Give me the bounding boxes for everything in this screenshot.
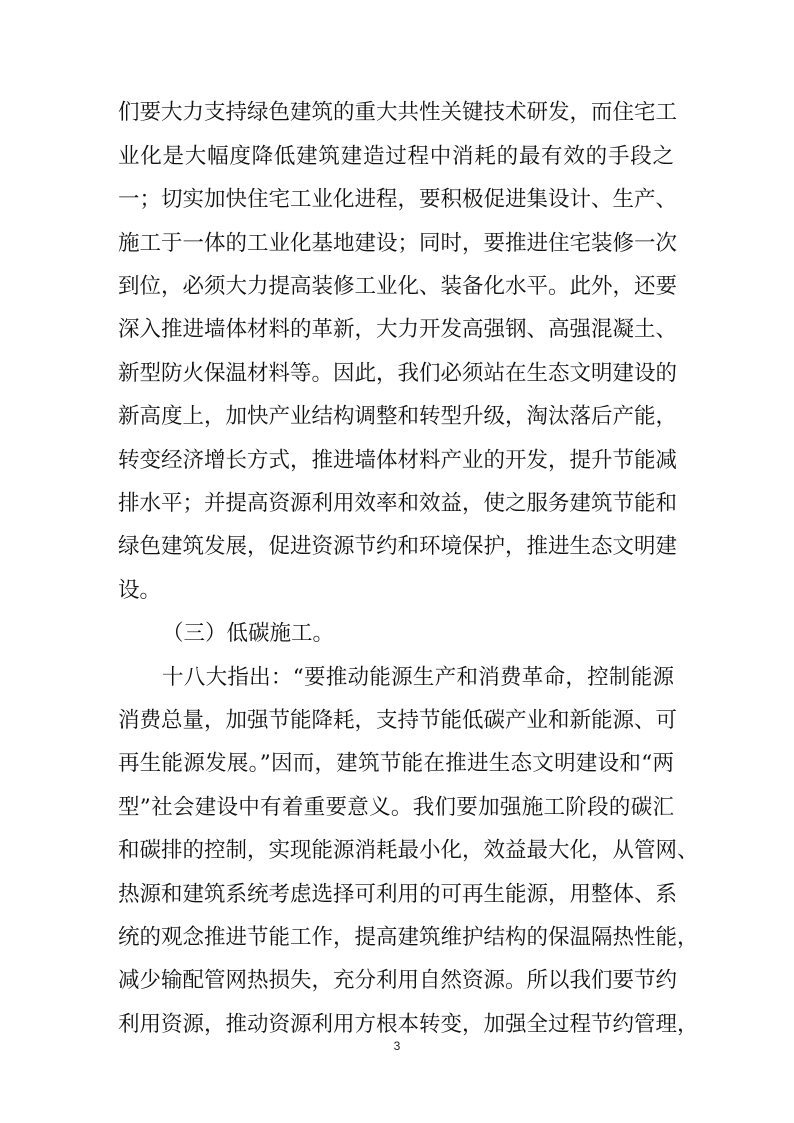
body-text-line: 转变经济增长方式，推进墙体材料产业的开发，提升节能减 bbox=[118, 448, 678, 473]
body-text-line: 减少输配管网热损失，充分利用自然资源。所以我们要节约 bbox=[118, 968, 678, 993]
body-text-line: 型”社会建设中有着重要意义。我们要加强施工阶段的碳汇 bbox=[118, 795, 674, 820]
body-text-line: 绿色建筑发展，促进资源节约和环境保护，推进生态文明建 bbox=[118, 534, 678, 559]
body-text-line: 十八大指出：“要推动能源生产和消费革命，控制能源 bbox=[162, 665, 674, 690]
body-text-line: 和碳排的控制，实现能源消耗最小化，效益最大化，从管网、 bbox=[118, 838, 699, 863]
page-number: 3 bbox=[393, 1039, 401, 1053]
body-text-line: 到位，必须大力提高装修工业化、装备化水平。此外，还要 bbox=[118, 274, 678, 299]
body-text-line: 排水平；并提高资源利用效率和效益，使之服务建筑节能和 bbox=[118, 491, 678, 516]
body-text-line: 施工于一体的工业化基地建设；同时，要推进住宅装修一次 bbox=[118, 231, 678, 256]
body-text-line: 消费总量，加强节能降耗，支持节能低碳产业和新能源、可 bbox=[118, 708, 678, 733]
body-text-line: 统的观念推进节能工作，提高建筑维护结构的保温隔热性能， bbox=[118, 925, 699, 950]
body-text-line: 们要大力支持绿色建筑的重大共性关键技术研发，而住宅工 bbox=[118, 100, 678, 125]
body-text-line: 新型防火保温材料等。因此，我们必须站在生态文明建设的 bbox=[118, 361, 678, 386]
body-text-line: 新高度上，加快产业结构调整和转型升级，淘汰落后产能， bbox=[118, 404, 678, 429]
body-text-line: 热源和建筑系统考虑选择可利用的可再生能源，用整体、系 bbox=[118, 882, 678, 907]
body-text-line: 业化是大幅度降低建筑建造过程中消耗的最有效的手段之 bbox=[118, 144, 674, 169]
body-text-line: 一；切实加快住宅工业化进程，要积极促进集设计、生产、 bbox=[118, 187, 678, 212]
body-text-line: 再生能源发展。”因而，建筑节能在推进生态文明建设和“两 bbox=[118, 751, 674, 776]
body-text-line: 深入推进墙体材料的革新，大力开发高强钢、高强混凝土、 bbox=[118, 317, 678, 342]
body-text-line: 设。 bbox=[118, 578, 162, 603]
section-heading: （三）低碳施工。 bbox=[162, 621, 335, 646]
body-text-line: 利用资源，推动资源利用方根本转变，加强全过程节约管理， bbox=[118, 1012, 699, 1037]
